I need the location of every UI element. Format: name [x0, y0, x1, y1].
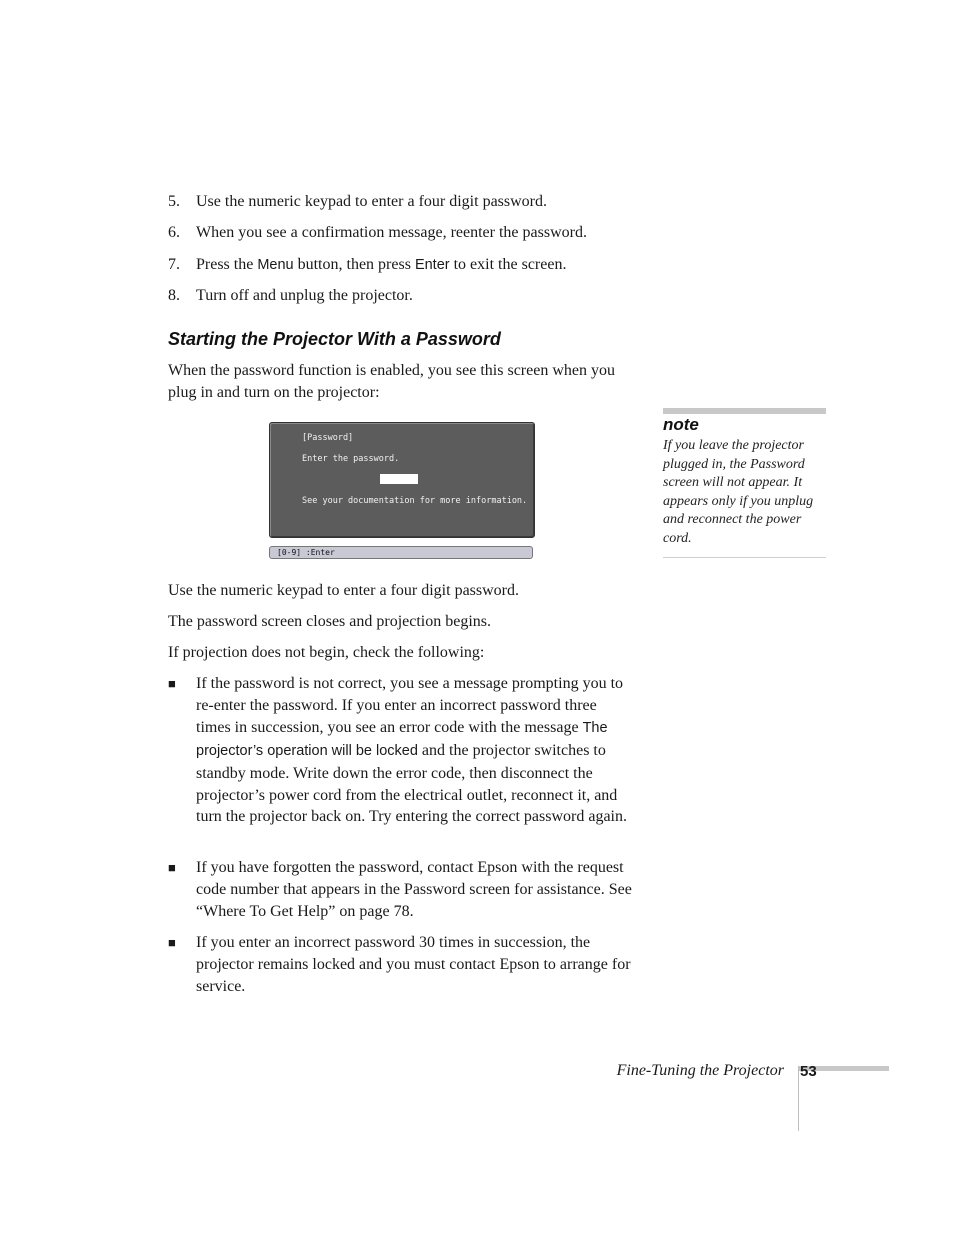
note-body: If you leave the projector plugged in, the Password screen will not appear. It appears only if you unplug and reconnect the power cord. [663, 438, 814, 546]
note-divider [663, 557, 826, 558]
locked-message: The projector’s operation will be locked [196, 719, 608, 759]
status-text: [0-9] :Enter [277, 548, 335, 557]
screen-status-bar [269, 546, 533, 559]
paragraph: The password screen closes and projection begins. [168, 613, 492, 630]
screen-info: See your documentation for more information. [302, 496, 528, 506]
paragraph: If projection does not begin, check the following: [168, 644, 485, 661]
bullet-text: If you have forgotten the password, contact Epson with the request code number that appears in the Password screen for assistance. See “Where To Get Help” on page 78. [196, 859, 632, 920]
menu-key-label: Menu [257, 257, 294, 273]
section-intro: When the password function is enabled, you see this screen when you plug in and turn on the projector: [168, 362, 615, 401]
bullet-text-part: and the projector switches to standby mode. Write down the error code, then disconnect the projector’s power cord from the electrical outlet, reconnect it, and turn the projector back on. Try entering the correct password again. [196, 741, 627, 826]
paragraph: Use the numeric keypad to enter a four digit password. [168, 582, 520, 599]
footer-vertical-rule [798, 1066, 799, 1131]
step-text: When you see a confirmation message, reenter the password. [196, 224, 587, 241]
page-number: 53 [800, 1063, 817, 1080]
bullet-text: If you enter an incorrect password 30 times in succession, the projector remains locked and you must contact Epson to arrange for service. [196, 934, 631, 995]
bullet-square-icon: ■ [168, 676, 176, 691]
step-number: 7. [168, 256, 180, 273]
screen-prompt: Enter the password. [302, 454, 400, 464]
step-text-part: button, then press [293, 256, 415, 273]
screen-title: [Password] [302, 433, 354, 443]
step-number: 6. [168, 224, 180, 241]
password-screen [269, 422, 535, 538]
step-text-part: to exit the screen. [449, 256, 567, 273]
step-text-part: Press the [196, 256, 258, 273]
step-text: Use the numeric keypad to enter a four digit password. [196, 193, 548, 210]
step-number: 5. [168, 193, 180, 210]
step-text [196, 255, 566, 275]
section-heading: Starting the Projector With a Password [168, 329, 501, 349]
note-top-bar [663, 408, 826, 414]
bullet-text-part: If the password is not correct, you see a message prompting you to re-enter the password. If you enter an incorrect password three times in succession, you see an error code with the message [196, 675, 624, 736]
bullet-text [196, 673, 632, 828]
bullet-square-icon: ■ [168, 860, 176, 875]
bullet-square-icon: ■ [168, 935, 176, 950]
password-entry-box [380, 474, 418, 484]
enter-key-label: Enter [414, 257, 450, 273]
step-number: 8. [168, 287, 180, 304]
step-text: Turn off and unplug the projector. [196, 287, 413, 304]
note-title: note [663, 415, 699, 434]
footer-chapter-title: Fine-Tuning the Projector [616, 1062, 784, 1079]
